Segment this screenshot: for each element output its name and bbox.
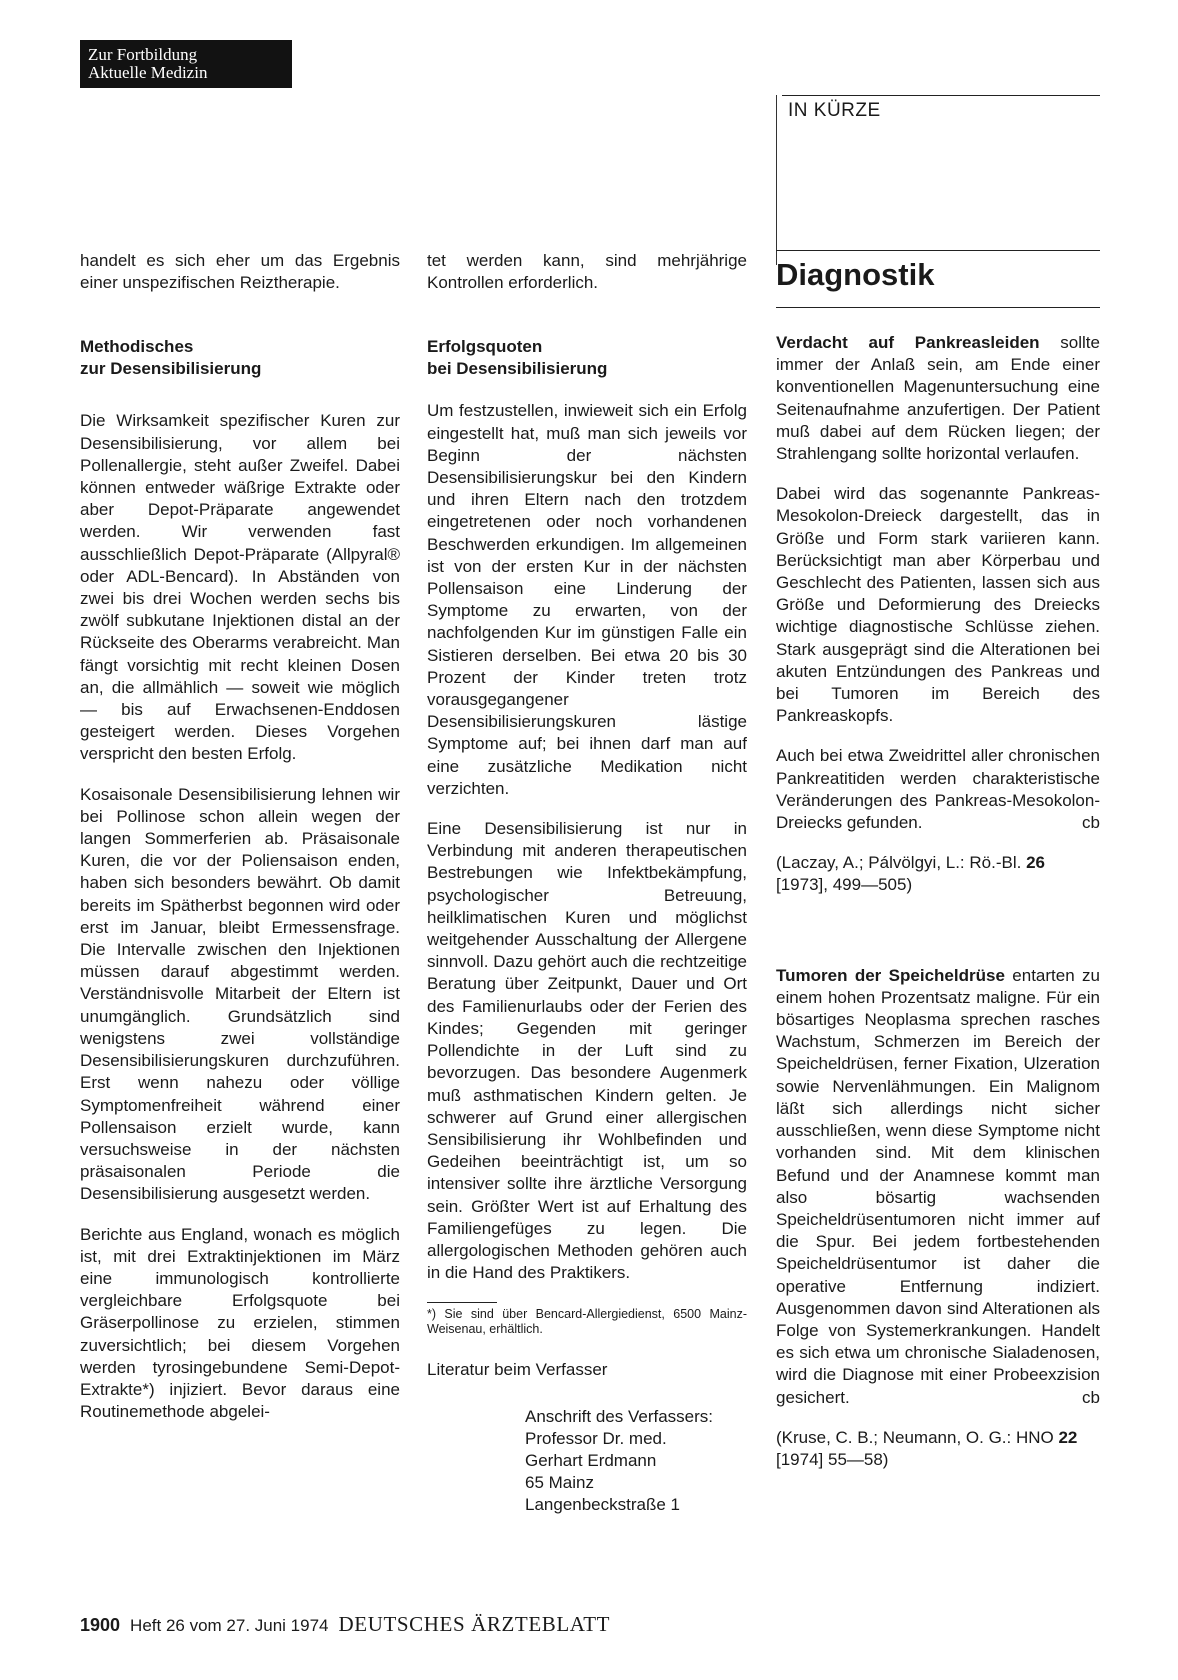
section-tag [80,40,292,88]
section-rule-top [776,250,1100,251]
paragraph: Kosaisonale Desensibilisierung lehnen wir bei Pollinose schon allein wegen der langen Sommerferien ab. Präsaisonale Kuren, die vor der Poliensaison enden, haben sich besonders bewährt. Ob damit bereits im Spätherbst begonnen wird oder erst im Januar, bleibt Ermessensfrage. Die Intervalle zwischen den Injektionen müssen darauf abgestimmt werden. Verständnisvolle Mitarbeit der Eltern ist unumgänglich. Grundsätzlich sind wenigstens zwei vollständige Desensibilisierungskuren durchzuführen. Erst wenn nahezu oder völlige Symptomenfreiheit während einer Pollensaison erzielt wurde, kann versuchsweise in der nächsten präsaisonalen Periode die Desensibilisierung ausgesetzt werden. [80,784,400,1204]
reference-text: (Laczay, A.; Pálvölgyi, L.: Rö.-Bl. [776,853,1027,873]
reference-text: (Kruse, C. B.; Neumann, O. G.: HNO [776,1427,1059,1447]
subheading-line: zur Desensibilisierung [80,359,262,379]
subheading-line: Erfolgsquoten [427,337,543,357]
paragraph: Um festzustellen, inwieweit sich ein Erfolg eingestellt hat, muß man sich jeweils vor Beginn der nächsten Desensibilisierungskur bei den Kindern und ihren Eltern nach den trotzdem eingetretenen oder noch vorhandenen Beschwerden erkundigen. Im allgemeinen ist von der ersten Kur in der nächsten Pollensaison eine Linderung der Symptome zu erwarten, von der nachfolgenden Kur im günstigen Falle ein Sistieren derselben. Bei etwa 20 bis 30 Prozent der Kinder treten trotz vorausgegangener Desensibilisierungskuren lästige Symptome auf; bei ihnen darf man auf eine zusätzliche Medikation nicht verzichten. [427,401,747,798]
article-text: entarten zu einem hohen Prozentsatz maligne. Für ein bösartiges Neoplasma sprechen rasches Wachstum, Schmerzen im Bereich der Speicheldrüsen, ferner Fixation, Ulzeration sowie Nervenlähmungen. Ein Malignom läßt sich allerdings nicht sicher ausschließen, wenn diese Symptome nicht vorhanden sind. Mit dem klinischen Befund und der Anamnese kommt man also bösartig wachsenden Speicheldrüsentumoren nicht immer auf die Spur. Bei jedem fortbestehenden Speicheldrüsentumor ist daher die operative Entfernung indiziert. Ausgenommen davon sind Alterationen als Folge von Systemerkrankungen. Handelt es sich etwa um chronische Sialadenosen, wird die Diagnose mit einer Probeexzision gesichert. [776,965,1101,1407]
paragraph-signed [776,965,1100,1409]
page-number: 1900 [80,1615,121,1635]
column-3 [776,250,1100,1539]
issue-info: Heft 26 vom 27. Juni 1974 [130,1616,329,1635]
subheading-methodisches [80,336,400,380]
author-initials: cb [1082,813,1100,833]
column-1 [80,250,400,1441]
address-line: 65 Mainz [525,1473,594,1493]
paragraph: handelt es sich eher um das Ergebnis einer unspezifischen Reiztherapie. [80,251,400,293]
paragraph: Dabei wird das sogenannte Pankreas-Mesokolon-Dreieck dargestellt, das in Größe und Form stark variieren kann. Berücksichtigt man aber Körperbau und Geschlecht des Patienten, lassen sich aus Größe und Deformierung des Dreiecks wichtige diagnostische Schlüsse ziehen. Stark ausgeprägt sind die Alterationen bei akuten Entzündungen des Pankreas und bei Tumoren im Bereich des Pankreaskopfs. [776,484,1100,726]
article-lead: Verdacht auf Pankreasleiden [776,333,1040,352]
address-line: Anschrift des Verfassers: [525,1406,714,1426]
literature-note: Literatur beim Verfasser [427,1360,608,1380]
column-2 [427,250,747,1517]
footnote: *) Sie sind über Bencard-Allergiedienst, 6500 Mainz-Weisenau, erhältlich. [427,1307,747,1337]
subheading-line: Methodisches [80,337,194,357]
paragraph: Eine Desensibilisierung ist nur in Verbindung mit anderen therapeutischen Bestrebungen wie Infektbekämpfung, psychologischer Betreuung, heilklimatischen Kuren und möglichst weitgehender Ausschaltung der Allergene sinnvoll. Dazu gehört auch die rechtzeitige Beratung über Zeitpunkt, Dauer und Ort des Familienurlaubs oder der Ferien des Kindes; Gegenden mit geringer Pollendichte in der Luft sind zu bevorzugen. Das besondere Augenmerk muß asthmatischen Kindern gelten. Je schwerer auf Grund einer allergischen Sensibilisierung ihr Wohlbefinden und Gedeihen beeinträchtigt ist, um so intensiver sollte ihre ärztliche Versorgung sein. Größter Wert ist auf Erhaltung des Familiengefüges zu legen. Die allergologischen Methoden gehören auch in die Hand des Praktikers. [427,819,747,1283]
article-text: sollte immer der Anlaß sein, am Ende einer konventionellen Magenuntersuchung eine Seitenaufnahme anzufertigen. Der Patient muß dabei auf dem Rücken liegen; der Strahlengang sollte horizontal verlaufen. [776,333,1100,464]
subheading-line: bei Desensibilisierung [427,359,608,379]
in-kurze-rule [782,95,1100,96]
footnote-rule [427,1302,497,1303]
page-footer [80,1612,610,1637]
article-lead: Tumoren der Speicheldrüse [776,965,1005,985]
paragraph: tet werden kann, sind mehrjährige Kontrollen erforderlich. [427,251,747,293]
reference-volume: 26 [1026,853,1045,873]
address-line: Gerhart Erdmann [525,1450,657,1470]
article-text: Auch bei etwa Zweidrittel aller chronischen Pankreatitiden werden charakteristische Veränderungen des Pankreas-Mesokolon-Dreiecks gefunden. [776,746,1100,833]
reference [776,1427,1100,1471]
subheading-erfolgsquoten [427,336,747,380]
reference-text: [1973], 499—505) [776,875,913,895]
address-line: Langenbeckstraße 1 [525,1495,680,1515]
address-line: Professor Dr. med. [525,1428,667,1448]
article-paragraph [776,332,1100,465]
section-title: Diagnostik [776,257,935,292]
section-rule-bottom [776,307,1100,308]
section-tag-line2: Aktuelle Medizin [88,63,208,82]
reference [776,852,1100,896]
author-initials: cb [1082,1387,1100,1407]
in-kurze-label: IN KÜRZE [788,100,881,121]
paragraph: Berichte aus England, wonach es möglich ist, mit drei Extraktinjektionen im März eine immunologisch kontrollierte vergleichbare Erfolgsquote bei Gräserpollinose zu erzielen, stimmen zuversichtlich; bei diesem Vorgehen werden tyrosingebundene Semi-Depot-Extrakte*) injiziert. Bevor daraus eine Routinemethode abgelei- [80,1224,400,1422]
reference-volume: 22 [1058,1427,1078,1447]
paragraph: Die Wirksamkeit spezifischer Kuren zur Desensibilisierung, vor allem bei Pollenallergie, steht außer Zweifel. Dabei können entweder wäßrige Extrakte oder aber Depot-Präparate angewendet werden. Wir verwenden fast ausschließlich Depot-Präparate (Allpyral® oder ADL-Bencard). In Abständen von zwei bis drei Wochen werden sechs bis zwölf subkutane Injektionen distal an der Rückseite des Oberarms verabreicht. Man fängt vorsichtig mit recht kleinen Dosen an, die allmählich — soweit wie möglich — bis auf Erwachsenen-Enddosen gesteigert werden. Dieses Vorgehen verspricht den besten Erfolg. [80,411,400,764]
reference-text: [1974] 55—58) [776,1449,889,1469]
column-divider [776,95,777,265]
paragraph-signed [776,745,1100,834]
section-tag-line1: Zur Fortbildung [88,45,198,64]
journal-name: DEUTSCHES ÄRZTEBLATT [338,1612,611,1636]
author-address [525,1406,747,1517]
